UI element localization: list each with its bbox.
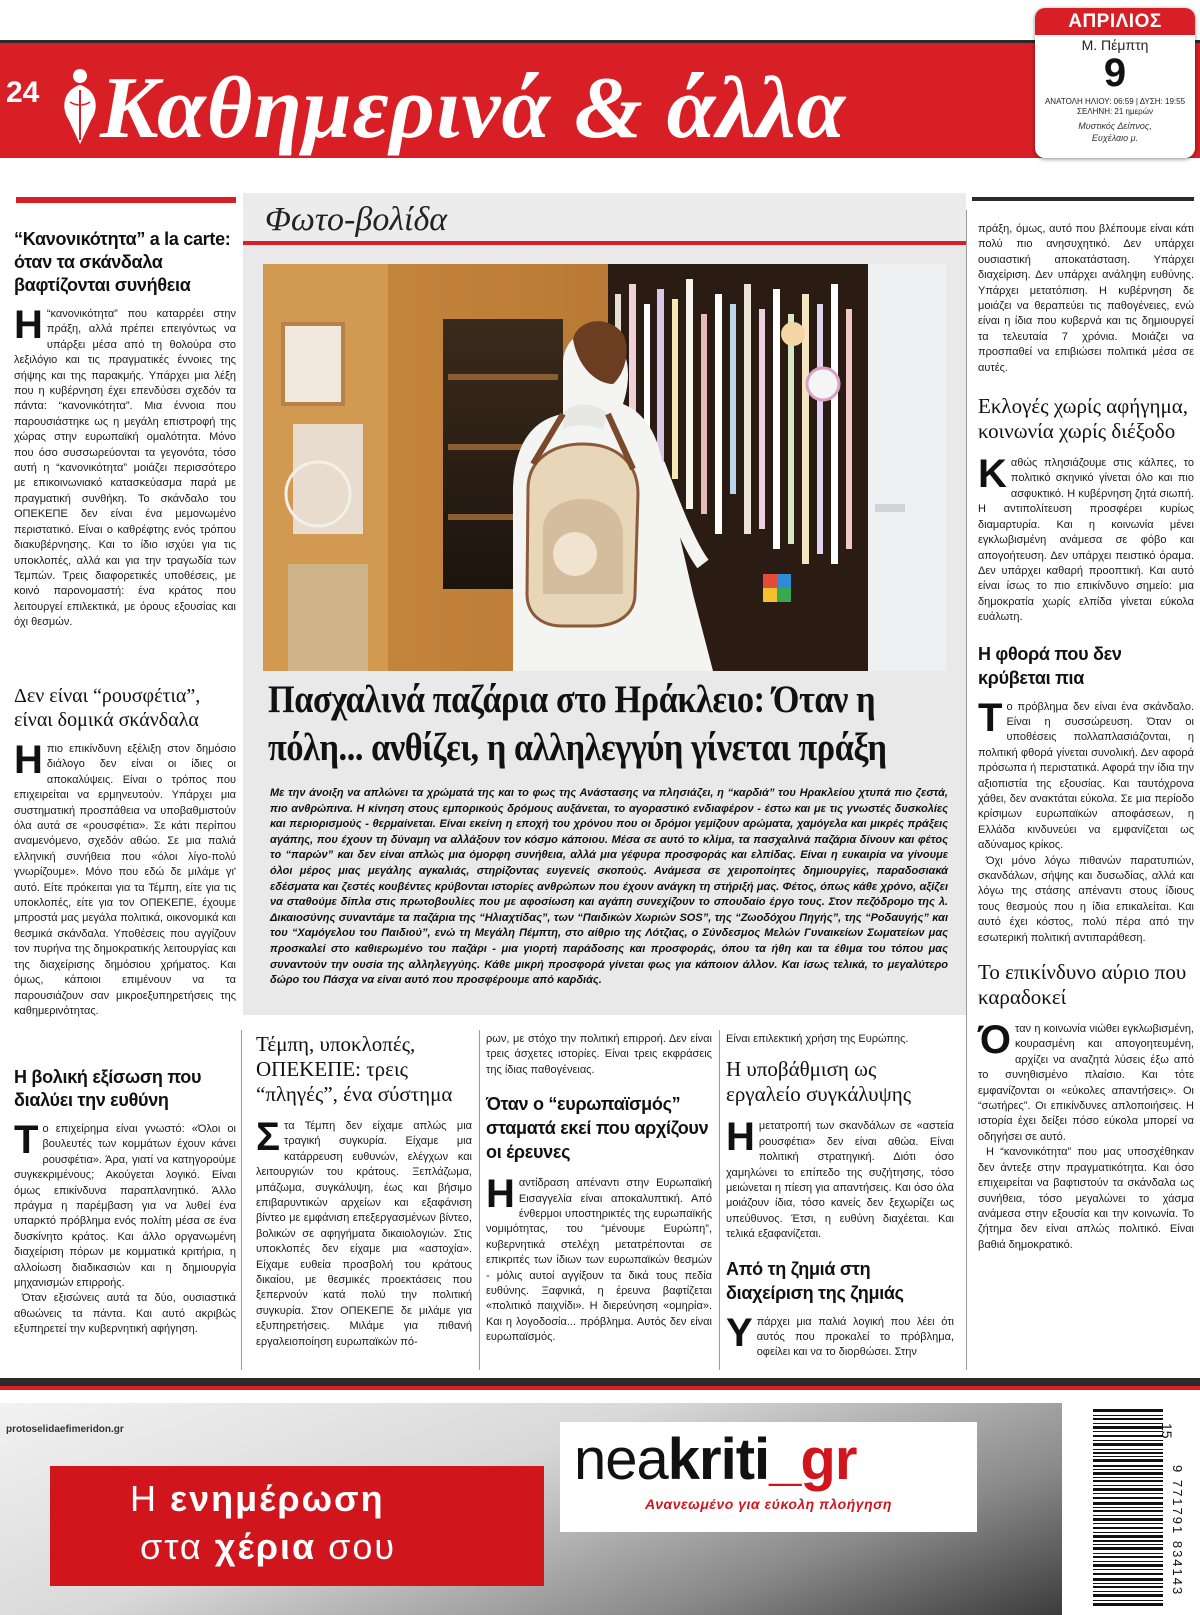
article-headline: Η υποβάθμιση ως εργαλείο συγκάλυψης	[726, 1057, 912, 1107]
column-divider	[479, 1030, 480, 1370]
dropcap: Σ	[256, 1115, 281, 1159]
article-continuation: πράξη, όμως, αυτό που βλέπουμε είναι κάτι πολύ πιο ανησυχητικό. Δεν υπάρχει ουσιαστική αποκατάσταση. Υπάρχει διαχείριση. Δεν υπάρχει ανάληψη ευθύνης. Υπάρχει μετατόπιση. Η κυβέρνηση δε μοιάζει να θεραπεύει τις παθογένειες, ενώ είναι η ίδια που κυβερνά και τις δημιουργεί τα τελευταία 7 χρόνια. Μοιάζει να προσπαθεί να επιβιώσει πολιτικά μέσα σε αυτές.	[978, 223, 1194, 374]
barcode-digits: 9 771791 834143	[1170, 1465, 1185, 1597]
article-headline-2: Η φθορά που δεν κρύβεται πια	[978, 643, 1122, 688]
dropcap: Τ	[14, 1118, 39, 1162]
article-body-3: Όταν η κοινωνία νιώθει εγκλωβισμένη, κουρασμένη και απογοητευμένη, αρχίζει να αναζητά λύσεις έξω από το συνηθισμένο πλαίσιο. Και τότε εμφανίζονται οι «εύκολες απαντήσεις». Οι “σωτήρες”. Οι επικίνδυνες απλοποιήσεις. Η ιστορία έχει δείξει πόσο εύκολα μπορεί να οδηγήσει σε αυτό. Η “κανονικότητα” που μας υποσχέθηκαν δεν άντεξε στην πραγματικότητα. Και όσο επιχειρείται να βαφτιστούν τα σκάνδαλα ως συνήθεια, τόσο μεγαλώνει το χάσμα ανάμεσα στην εξουσία και την κοινωνία. Το ζήτημα δεν είναι απλώς πολιτικό. Είναι βαθιά δημοκρατικό.	[978, 1022, 1194, 1253]
sun-times: ΑΝΑΤΟΛΗ ΗΛΙΟΥ: 06:59 | ΔΥΣΗ: 19:55	[1044, 97, 1186, 106]
barcode	[1075, 1403, 1200, 1615]
dropcap: Η	[726, 1115, 755, 1160]
date-weekday: Μ. Πέμπτη	[1081, 37, 1149, 53]
ad-slogan-box	[50, 1466, 544, 1586]
feature-photo	[263, 264, 946, 671]
dropcap: Υ	[726, 1310, 753, 1355]
dropcap: Η	[14, 303, 43, 347]
column-divider	[241, 1030, 242, 1370]
article-body: Στα Τέμπη δεν είχαμε απλώς μια τραγική συγκυρία. Είχαμε μια κατάρρευση ευθυνών, ελέγχων και λειτουργιών του κράτους. Ξεπλάζωμα, μπάζωμα, συγκάλυψη, έως και βήσιμο επιβαρυντικών αρχείων και εξαφάνιση βίντεο με εμφάνιση επεξεργασμένων βίντεο, βολικών σε αφηγήματα δικαιολογιών. Στις υποκλοπές δεν είχαμε μια «αστοχία». Είχαμε ευθεία προσβολή του κράτους δικαίου, με θεσμικές προεκτάσεις που ξεπερνούν κατά πολύ την πολιτική συγκυρία. Στον ΟΠΕΚΕΠΕ δε μιλάμε για εξυπηρετήσεις. Μιλάμε για πιθανή εργαλειοποίηση ευρωπαϊκών πό-	[256, 1115, 472, 1348]
ad-slogan-line2: στα χέρια σου	[140, 1526, 397, 1567]
page-number: 24	[6, 76, 40, 109]
article-headline-2: Από τη ζημιά στη διαχείριση της ζημιάς	[726, 1258, 904, 1303]
article-tempi	[256, 1032, 472, 1350]
article-headline: “Κανονικότητα” a la carte: όταν τα σκάνδαλα βαφτίζονται συνήθεια	[14, 229, 231, 295]
ad-slogan-line1: Η ενημέρωση	[130, 1478, 385, 1519]
article-rousfetia	[14, 684, 236, 1019]
feature-lead: Με την άνοιξη να απλώνει τα χρώματά της και το φως της Ανάστασης να πλησιάζει, η “καρδιά” του Ηρακλείου χτυπά πιο ζεστά, πιο ανθρώπινα. Η κίνηση στους εμπορικούς δρόμους αυξάνεται, το αγοραστικό ενδιαφέρον - έστω και με τις γνωστές δυσκολίες και περιορισμούς - θερμαίνεται. Είναι εκείνη η εποχή του χρόνου που οι δρόμοι γεμίζουν αρώματα, χαμόγελα και μικρές πράξεις αγάπης, που έχουν τη δύναμη να αλλάξουν τον κόσμο κάποιου. Μέσα σε αυτό το κλίμα, τα πασχαλινά παζάρια δίνουν και φέτος το “παρών” και δεν είναι απλώς μια όμορφη συνήθεια, αλλά μια γέφυρα προσφοράς και ελπίδας. Είναι η ευκαιρία να γίνουμε όλοι μέρος μιας μεγάλης αγκαλιάς, στηρίζοντας ευγενείς σκοπούς. Ανάμεσα σε χειροποίητες δημιουργίες, παραδοσιακά εδέσματα και ζεστές κουβέντες κρύβονται ιστορίες ανθρώπων που έχουν ανάγκη τη στήριξή μας. Φέτος, όπως κάθε χρόνο, αξίζει να σταθούμε δίπλα στις πρωτοβουλίες που με αφοσίωση και αγάπη συνεχίζουν το σπουδαίο έργο τους. Στον πεζόδρομο της λ. Δικαιοσύνης συναντάμε τα παζάρια της “Ηλιαχτίδας”, των “Παιδικών Χωριών SOS”, της “Ζωοδόχου Πηγής”, της “Ροδαυγής” και του “Χαμόγελου του Παιδιού”, ενώ τη Μεγάλη Πέμπτη, στο αίθριο της Λότζιας, ο Σύνδεσμος Μελών Γυναικείων Σωματείων μας προσκαλεί στο καθιερωμένο του παζάρι - μια γιορτή παράδοσης και προσφοράς, όπου τα ήθη και τα έθιμα του τόπου μας συναντούν την ουσία της αλληλεγγύης. Κάθε μικρή προσφορά γίνεται φως για κάποιον άλλον. Και ίσως τελικά, το μεγαλύτερο δώρο του Πάσχα να είναι αυτό που προσφέρουμε από καρδιάς.	[270, 787, 948, 987]
article-right-column	[978, 222, 1194, 1253]
ad-source: protoselidaefimeridon.gr	[6, 1424, 124, 1435]
dropcap: Ό	[978, 1018, 1011, 1063]
article-body-2: Το πρόβλημα δεν είναι ένα σκάνδαλο. Είναι η συσσώρευση. Όταν οι υποθέσεις πολλαπλασιάζονται, η πολιτική φθορά γίνεται συνολική. Δεν αφορά πρόσωπα ή περιστατικά. Αφορά την ίδια την αξιοπιστία της εξουσίας. Και ταυτόχρονα χάθει, δεν ανακτάται εύκολα. Σε μια περίοδο κρίσιμων ευρωπαϊκών αποφάσεων, η Ελλάδα κινδυνεύει να εμφανίζεται ως αδύναμος κρίκος. Όχι μόνο λόγω πιθανών παρατυπιών, σκανδάλων, σήψης και δυσωδίας, αλλά και λόγω της στάσης απέναντι στους ίδιους τους θεσμούς που η ίδια επικαλείται. Και αυτό έχει κόστος, πολύ πέρα από την εσωτερική πολιτική αντιπαράθεση.	[978, 700, 1194, 947]
issue-number: 15	[1159, 1423, 1175, 1439]
article-body: Ηαντίδραση απέναντι στην Ευρωπαϊκή Εισαγγελία είναι αποκαλυπτική. Από ένθερμοι υποστηρικτές της ευρωπαϊκής νομιμότητας, του “μένουμε Ευρώπη”, κυβερνητικά στελέχη μετατρέπονται σε επικριτές των ίδιων των ευρωπαϊκών θεσμών - μόλις αυτοί αγγίξουν τα δικά τους πεδία ευθύνης. Ξαφνικά, η έρευνα βαφτίζεται «πολιτικό παιχνίδι». Η διερεύνηση «ομηρία». Και η λογοδοσία... πρόβλημα. Αυτός δεν είναι ευρωπαϊσμός.	[486, 1172, 712, 1344]
date-day: 9	[1103, 51, 1127, 95]
dropcap: Η	[486, 1172, 515, 1217]
article-body: Ημετατροπή των σκανδάλων σε «αστεία ρουσφέτια» δεν είναι αθώα. Είναι πολιτική στρατηγική. Διότι όσο χαμηλώνει το επίπεδο της συζήτησης, τόσο μειώνεται η πίεση για απαντήσεις. Και όσο όλα μοιάζουν ίδια, τόσο κανείς δεν ξεχωρίζει ως υπεύθυνος. Έτσι, η ευθύνη διαχέεται. Και τελικά εξαφανίζεται.	[726, 1115, 954, 1241]
article-body: Καθώς πλησιάζουμε στις κάλπες, το πολιτικό σκηνικό γίνεται όλο και πιο ασφυκτικό. Η κυβέρνηση ζητά σιωπή. Η αντιπολίτευση προσφέρει κυρίως διαμαρτυρία. Και η κοινωνία μένει εγκλωβισμένη ανάμεσα σε φόβο και απογοήτευση. Δεν υπάρχει πειστικό όραμα. Δεν υπάρχει καθαρή προοπτική. Και αυτό είναι ίσως το πιο επικίνδυνο σημείο: μια δημοκρατία χωρίς ελπίδα γίνεται εύκολα ευάλωτη.	[978, 452, 1194, 624]
col-right-rule	[972, 197, 1194, 201]
article-headline-3: Το επικίνδυνο αύριο που καραδοκεί	[978, 960, 1187, 1010]
article-volikh-exisosi	[14, 1066, 236, 1338]
date-note-1: Μυστικός Δείπνος,	[1078, 121, 1152, 131]
article-headline: Δεν είναι “ρουσφέτια”, είναι δομικά σκάνδαλα	[14, 685, 201, 731]
article-headline: Τέμπη, υποκλοπές, ΟΠΕΚΕΠΕ: τρεις “πληγές”, ένα σύστημα	[256, 1032, 453, 1106]
article-kanonikotita	[14, 228, 236, 631]
bottom-rule-red	[0, 1386, 1200, 1390]
masthead-title: Καθημερινά & άλλα	[100, 60, 847, 157]
article-continuation: Είναι επιλεκτική χρήση της Ευρώπης.	[726, 1033, 909, 1045]
column-divider	[719, 1030, 720, 1370]
kicker-bar	[243, 193, 966, 245]
article-headline: Η βολική εξίσωση που διαλύει την ευθύνη	[14, 1067, 202, 1110]
article-body: Το επιχείρημα είναι γνωστό: «Όλοι οι βουλευτές των κομμάτων έχουν κάνει ρουσφέτια». Άρα, γιατί να κατηγορούμε συγκεκριμένους; Ακούγεται λογικό. Είναι όμως επικίνδυνα παραπλανητικό. Άλλο πράγμα η παρέμβαση για να λυθεί ένα υπαρκτό πρόβλημα ενός πολίτη μέσα σε ένα δυσκίνητο κράτος. Και άλλο οργανωμένη διαχείριση πόρων με κομματικά κριτήρια, η αλλοίωση διαδικασιών και η δημιουργία μηχανισμών επιρροής. Όταν εξισώνεις αυτά τα δύο, ουσιαστικά αθωώνεις τα πάντα. Και αυτό ακριβώς εξυπηρετεί την κυβερνητική αφήγηση.	[14, 1122, 236, 1338]
article-body: Ηπιο επικίνδυνη εξέλιξη στον δημόσιο διάλογο δεν είναι οι ίδιες οι αποκαλύψεις. Είναι ο τρόπος που επιχειρείται να ερμηνευτούν. Υπάρχει μια συστηματική προσπάθεια να υποβαθμιστούν όλα αυτά σε «ρουσφέτια». Σε κάτι περίπου αναμενόμενο, σχεδόν αθώο. Σε μια παλιά ελληνική συνήθεια που «όλοι λίγο-πολύ γνωρίζουμε». Μόνο που εδώ δε μιλάμε γι' αυτό. Είτε πρόκειται για τα Τέμπη, είτε για τις υποκλοπές, είτε για τον ΟΠΕΚΕΠΕ, έχουμε μπροστά μας μεγάλα πολιτικά, οικονομικά και θεσμικά σκάνδαλα. Υποθέσεις που αγγίζουν τον πυρήνα της δημοκρατικής λειτουργίας και της διαχείρισης δημόσιου χρήματος. Και όμως, κάποιοι επιμένουν να τα παρουσιάζουν σαν μικροεξυπηρετήσεις της καθημερινότητας.	[14, 738, 236, 1017]
article-europaismos	[486, 1032, 712, 1346]
logo-quill-icon	[58, 68, 102, 146]
col1-rule	[16, 197, 236, 203]
ad-brand-box[interactable]	[560, 1422, 977, 1532]
dropcap: Τ	[978, 695, 1003, 740]
article-continuation: ρων, με στόχο την πολιτική επιρροή. Δεν είναι τρεις άσχετες ιστορίες. Είναι τρεις εκφράσεις της ίδιας παθογένειας.	[486, 1033, 712, 1076]
date-month: ΑΠΡΙΛΙΟΣ	[1035, 8, 1195, 35]
feature-headline: Πασχαλινά παζάρια στο Ηράκλειο: Όταν η πόλη... ανθίζει, η αλληλεγγύη γίνεται πράξη	[268, 678, 887, 769]
barcode-icon	[1093, 1409, 1163, 1609]
dropcap: Κ	[978, 452, 1007, 497]
ad-tagline: Ανανεωμένο για εύκολη πλοήγηση	[645, 1496, 892, 1512]
kicker: Φωτο-βολίδα	[265, 201, 448, 238]
dropcap: Η	[14, 738, 43, 782]
article-body: Η “κανονικότητα” που καταρρέει στην πράξη, αλλά πρέπει επειγόντως να υπάρξει μέσα από τη θολούρα στο λεξιλόγιο και τις πραγματικές έννοιες της σήψης και της παρακμής. Υπάρχει μια λέξη που η κυβέρνηση έχει επενδύσει σχεδόν τα πάντα: “κανονικότητα”. Μια έννοια που παρουσιάστηκε ως η μεγάλη επιστροφή της χώρας στην ευρωπαϊκή ομαλότητα. Μόνο που όσο συσσωρεύονται τα γεγονότα, τόσο αυτή η “κανονικότητα” μοιάζει περισσότερο με επικοινωνιακό κατασκεύασμα παρά με πραγματική συνθήκη. Το σκάνδαλο του ΟΠΕΚΕΠΕ δεν είναι ένα μεμονωμένο περιστατικό. Είναι ο καθρέφτης ενός τρόπου διακυβέρνησης. Και το ίδιο ισχύει για τις υποκλοπές, αλλά και για την τραγωδία των Τεμπών. Τρεις διαφορετικές υποθέσεις, με κοινό παρονομαστή: ένα κράτος που λειτουργεί επιλεκτικά, με όρους εξουσίας και όχι θεσμών.	[14, 303, 236, 629]
ad-brand-logo: neakriti_gr	[574, 1427, 857, 1492]
date-box	[1035, 8, 1195, 158]
article-body-para: Όχι μόνο λόγω πιθανών παρατυπιών, σκανδάλων, σήψης και δυσωδίας, αλλά και λόγω της στάσης απέναντι στους ίδιους τους θεσμούς που η ίδια επικαλείται. Και αυτό έχει κόστος, πολύ πέρα από την εσωτερική πολιτική αντιπαράθεση.	[978, 854, 1194, 944]
article-body-para: Η “κανονικότητα” που μας υποσχέθηκαν δεν άντεξε στην πραγματικότητα. Και όσο επιχειρείται να βαφτιστούν τα σκάνδαλα ως συνήθεια, τόσο μεγαλώνει το χάσμα ανάμεσα στην εξουσία και την κοινωνία. Το ζήτημα δεν είναι απλώς πολιτικό. Είναι βαθιά δημοκρατικό.	[978, 1146, 1194, 1251]
date-note-2: Ευχέλαιο μ.	[1091, 133, 1139, 143]
article-headline: Όταν ο “ευρωπαϊσμός” σταματά εκεί που αρχίζουν οι έρευνες	[486, 1094, 709, 1163]
bottom-rule	[0, 1378, 1200, 1386]
article-ypovathmisi	[726, 1032, 954, 1361]
column-divider	[966, 210, 967, 1370]
article-body-para: Όταν εξισώνεις αυτά τα δύο, ουσιαστικά αθωώνεις τα πάντα. Και αυτό ακριβώς εξυπηρετεί την κυβερνητική αφήγηση.	[14, 1292, 236, 1336]
article-body-2: Υπάρχει μια παλιά λογική που λέει ότι αυτός που προκαλεί το πρόβλημα, οφείλει και να το διορθώσει. Στην	[726, 1310, 954, 1359]
article-headline: Εκλογές χωρίς αφήγημα, κοινωνία χωρίς διέξοδο	[978, 394, 1189, 444]
moon-phase: ΣΕΛΗΝΗ: 21 ημερών	[1077, 107, 1153, 116]
